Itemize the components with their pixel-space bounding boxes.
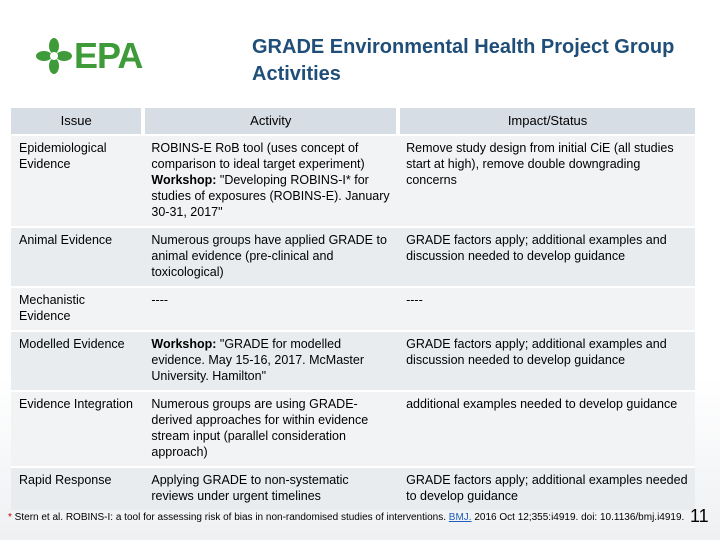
epa-flower-icon <box>36 38 72 74</box>
footnote-text: Stern et al. ROBINS-I: a tool for assessing risk of bias in non-randomised studies of interventions. <box>11 512 449 523</box>
issue-cell: Evidence Integration <box>11 391 143 467</box>
activity-cell: Numerous groups have applied GRADE to animal evidence (pre-clinical and toxicological) <box>143 227 398 287</box>
activity-text: ROBINS-E RoB tool (uses concept of comparison to ideal target experiment) <box>151 141 365 171</box>
activity-cell: ---- <box>143 287 398 331</box>
header-issue: Issue <box>11 108 143 135</box>
table-row <box>11 135 695 227</box>
activities-table <box>11 108 695 510</box>
slide-title: GRADE Environmental Health Project Group Activities <box>252 36 675 85</box>
issue-cell: Animal Evidence <box>11 227 143 287</box>
table-row <box>11 331 695 391</box>
activity-cell <box>143 135 398 227</box>
bmj-link[interactable]: BMJ. <box>448 512 472 523</box>
table-row <box>11 287 695 331</box>
epa-logo <box>36 36 148 76</box>
impact-cell: GRADE factors apply; additional examples and discussion needed to develop guidance <box>398 331 695 391</box>
issue-cell: Rapid Response <box>11 467 143 510</box>
activity-text: "GRADE for modelled evidence. May 15-16, 2017. McMaster University. Hamilton" <box>151 337 364 383</box>
footnote-star: * <box>8 512 12 523</box>
page-number: 11 <box>690 506 709 526</box>
activity-cell: Numerous groups are using GRADE-derived approaches for within evidence stream input (parallel consideration approach) <box>143 391 398 467</box>
issue-cell: Mechanistic Evidence <box>11 287 143 331</box>
activity-text: "Developing ROBINS-I* for studies of exposures (ROBINS-E). January 30-31, 2017" <box>151 173 390 219</box>
impact-cell: ---- <box>398 287 695 331</box>
issue-cell: Epidemiological Evidence <box>11 135 143 227</box>
header-impact-status: Impact/Status <box>398 108 695 135</box>
impact-cell: GRADE factors apply; additional examples and discussion needed to develop guidance <box>398 227 695 287</box>
workshop-label: Workshop: <box>151 173 217 187</box>
activity-cell <box>143 331 398 391</box>
impact-cell: GRADE factors apply; additional examples needed to develop guidance <box>398 467 695 510</box>
impact-cell: additional examples needed to develop guidance <box>398 391 695 467</box>
table-row <box>11 227 695 287</box>
table-row <box>11 467 695 510</box>
footnote-text-2: 2016 Oct 12;355:i4919. doi: 10.1136/bmj.i4919. <box>471 512 685 523</box>
footnote <box>8 511 688 524</box>
impact-cell: Remove study design from initial CiE (all studies start at high), remove double downgrading concerns <box>398 135 695 227</box>
table-row <box>11 391 695 467</box>
epa-logo-text: EPA <box>74 35 143 76</box>
table-header-row <box>11 108 695 135</box>
workshop-label: Workshop: <box>151 337 217 351</box>
issue-cell: Modelled Evidence <box>11 331 143 391</box>
activity-cell: Applying GRADE to non-systematic reviews under urgent timelines <box>143 467 398 510</box>
header-activity: Activity <box>143 108 398 135</box>
